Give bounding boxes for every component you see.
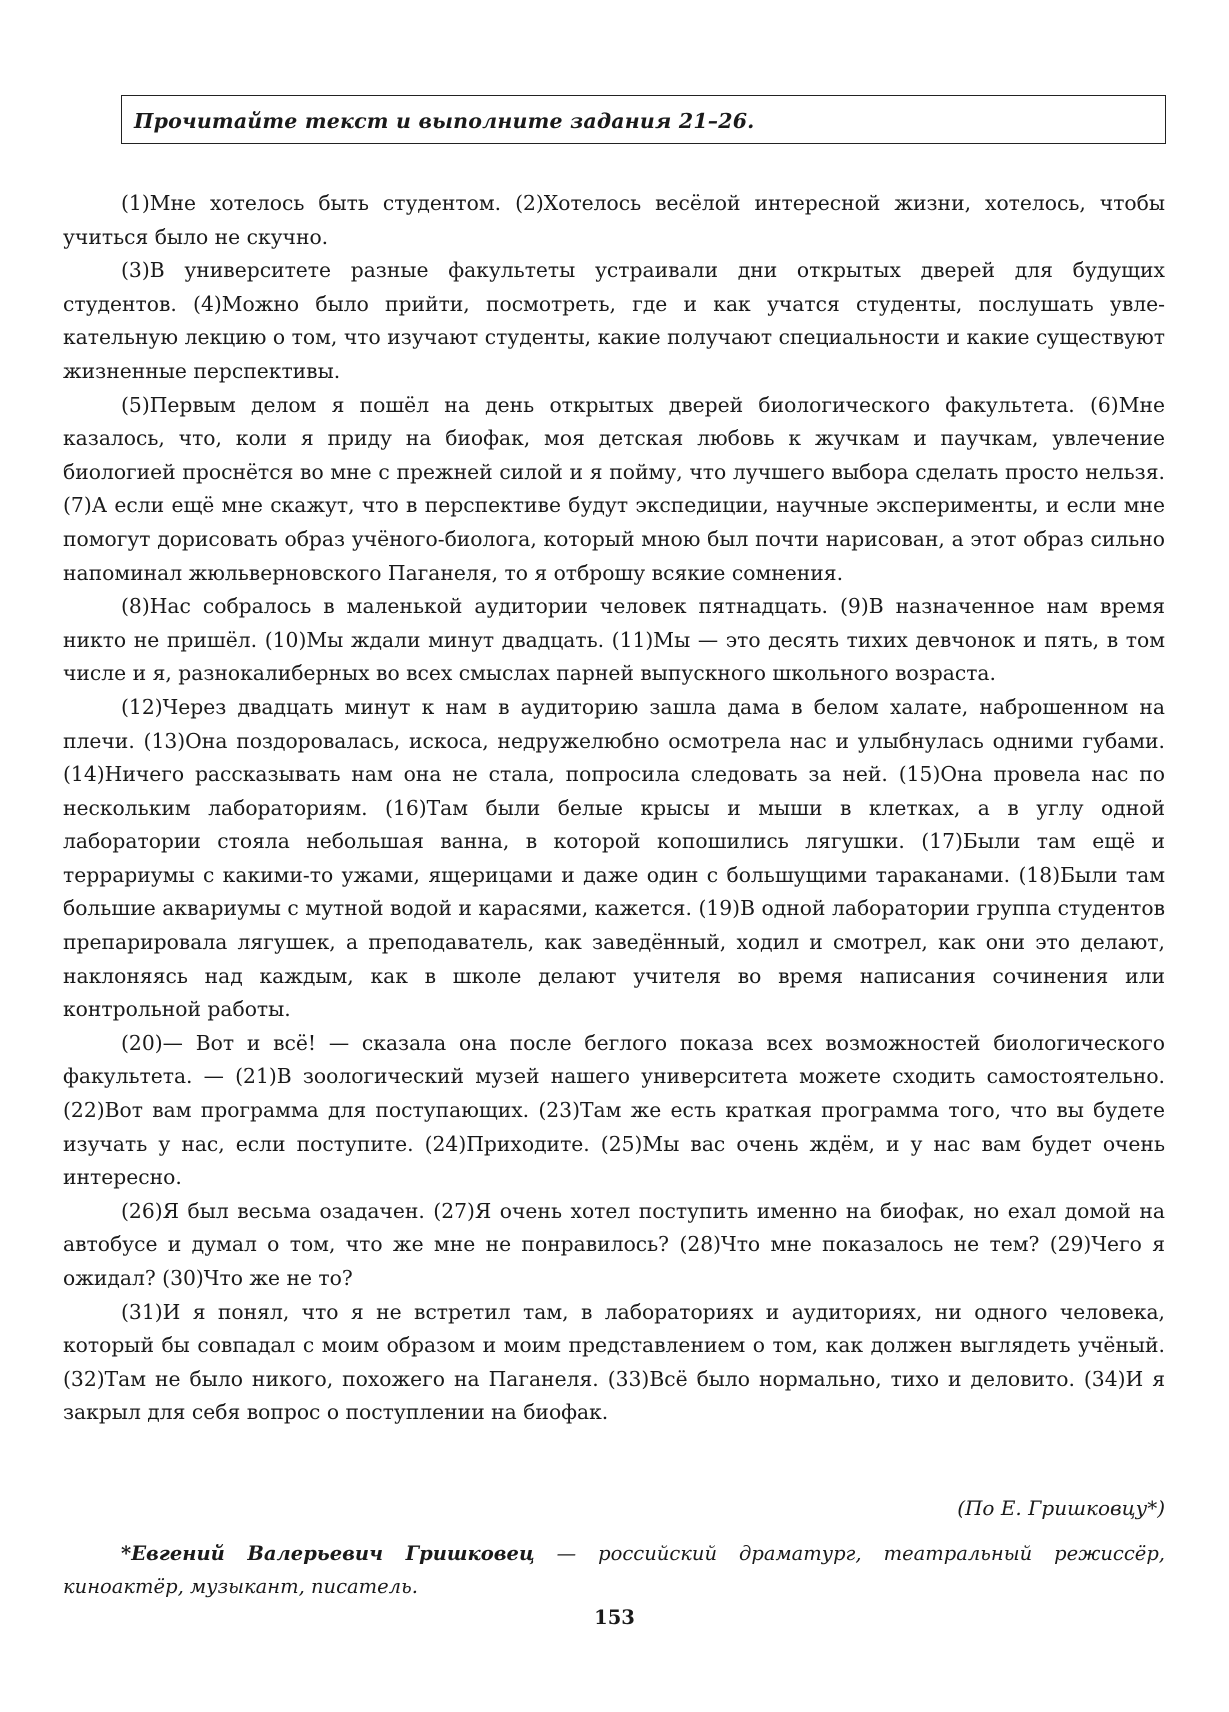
footnote-description: — российский драматург, театральный режиссёр, киноактёр, музыкант, писатель. [63,1542,1165,1598]
task-instruction-box [121,95,1166,144]
author-footnote [63,1537,1165,1603]
paragraph-4: (8)Нас собралось в маленькой аудитории человек пятнадцать. (9)В назначенное нам время никто не пришёл. (10)Мы ждали минут двадцать. (11)Мы — это десять тихих девчонок и пять, в том числе и я, разнокалиберных во всех смыслах парней выпускного школьного возраста. [63,594,1165,686]
paragraph-2: (3)В университете разные факультеты устраивали дни открытых дверей для будущих студентов. (4)Можно было прийти, посмотреть, где и как учатся студенты, послушать увлекательную лекцию о том, что изучают студенты, какие получают специальности и какие существуют жизненные перспективы. [63,258,1165,383]
source-attribution: (По Е. Гришковцу*) [957,1496,1165,1520]
paragraph-5: (12)Через двадцать минут к нам в аудиторию зашла дама в белом халате, наброшенном на плечи. (13)Она поздоровалась, искоса, недружелюбно осмотрела нас и улыбнулась одними губами. (14)Ничего рассказывать нам она не стала, попросила следовать за ней. (15)Она провела нас по нескольким лабораториям. (16)Там были белые крысы и мыши в клетках, а в углу одной лаборатории стояла небольшая ванна, в которой копошились лягушки. (17)Были там ещё и террариумы с какими-то ужами, ящерицами и даже один с большущими тараканами. (18)Были там большие аквариумы с мутной водой и карасями, кажется. (19)В одной лаборатории группа студентов препарировала лягушек, а преподаватель, как заведённый, ходил и смотрел, как они это делают, наклоняясь над каждым, как в школе делают учителя во время написания сочинения или контрольной работы. [63,694,1165,1022]
paragraph-8: (31)И я понял, что я не встретил там, в лабораториях и аудиториях, ни одного человека, который бы совпадал с моим образом и моим представлением о том, как должен выглядеть учёный. (32)Там не было никого, похожего на Паганеля. (33)Всё было нормально, тихо и деловито. (34)И я закрыл для себя вопрос о поступлении на биофак. [63,1299,1165,1425]
reading-text [63,187,1165,1430]
paragraph-1: (1)Мне хотелось быть студентом. (2)Хотелось весёлой интересной жизни, хотелось, чтобы учиться было не скучно. [63,191,1165,249]
page-number: 153 [594,1606,635,1629]
task-instruction-text: Прочитайте текст и выполните задания 21–26. [134,109,755,133]
paragraph-3: (5)Первым делом я пошёл на день открытых дверей биологического факультета. (6)Мне казалось, что, коли я приду на биофак, моя детская любовь к жучкам и паучкам, увлечение биологией проснётся во мне с прежней силой и я пойму, что лучшего выбора сделать просто нельзя. (7)А если ещё мне скажут, что в перспективе будут экспедиции, научные эксперименты, и если мне помогут дорисовать образ учёного-биолога, который мною был почти нарисован, а этот образ сильно напоминал жюльверновского Паганеля, то я отброшу всякие сомнения. [63,392,1165,585]
paragraph-6: (20)— Вот и всё! — сказала она после беглого показа всех возможностей биологического факультета. — (21)В зоологический музей нашего университета можете сходить самостоятельно. (22)Вот вам программа для поступающих. (23)Там же есть краткая программа того, что вы будете изучать у нас, если поступите. (24)Приходите. (25)Мы вас очень ждём, и у нас вам будет очень интересно. [63,1030,1165,1190]
footnote-author-name: *Евгений Валерьевич Гришковец [121,1542,535,1565]
paragraph-7: (26)Я был весьма озадачен. (27)Я очень хотел поступить именно на биофак, но ехал домой на автобусе и думал о том, что же мне не понравилось? (28)Что мне показалось не тем? (29)Чего я ожидал? (30)Что же не то? [63,1198,1165,1290]
